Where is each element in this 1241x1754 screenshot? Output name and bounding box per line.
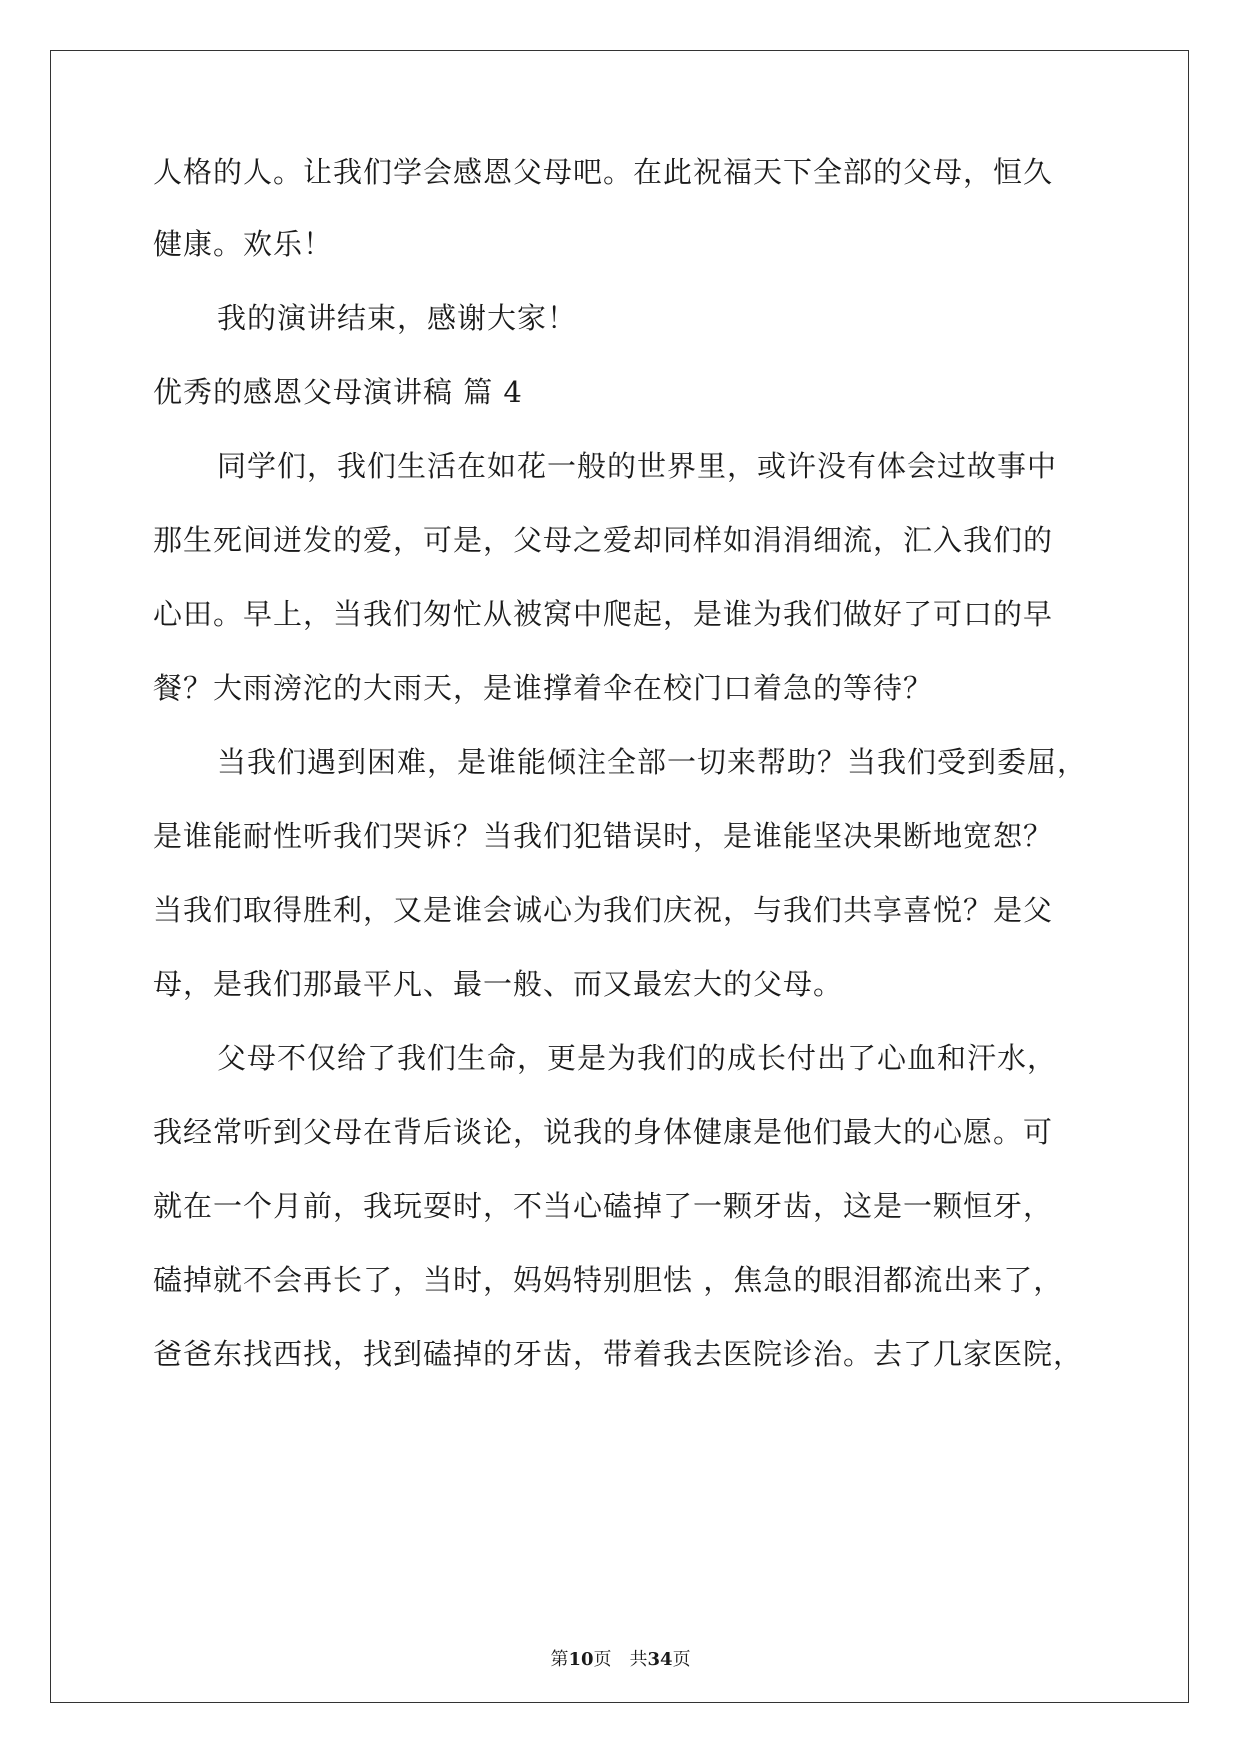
paragraph-line: 当我们取得胜利，又是谁会诚心为我们庆祝，与我们共享喜悦？是父: [153, 893, 1054, 927]
footer-total-prefix: 共: [629, 1649, 648, 1670]
paragraph-line: 餐？大雨滂沱的大雨天，是谁撑着伞在校门口着急的等待？: [153, 671, 934, 705]
footer-total-suffix: 页: [672, 1649, 691, 1670]
total-page-count: 34: [647, 1649, 673, 1670]
paragraph-line: 是谁能耐性听我们哭诉？当我们犯错误时，是谁能坚决果断地宽恕？: [153, 819, 1054, 853]
paragraph-line: 父母不仅给了我们生命，更是为我们的成长付出了心血和汗水，: [217, 1041, 1058, 1075]
paragraph-line: 心田。早上，当我们匆忙从被窝中爬起，是谁为我们做好了可口的早: [153, 597, 1054, 631]
section-heading: 优秀的感恩父母演讲稿 篇 4: [153, 375, 523, 409]
page-footer: [0, 1648, 1241, 1672]
paragraph-line: 磕掉就不会再长了，当时，妈妈特别胆怯 ，焦急的眼泪都流出来了，: [153, 1263, 1064, 1297]
paragraph-line: 当我们遇到困难，是谁能倾注全部一切来帮助？当我们受到委屈，: [217, 745, 1088, 779]
paragraph-line: 就在一个月前，我玩耍时，不当心磕掉了一颗牙齿，这是一颗恒牙，: [153, 1189, 1054, 1223]
paragraph-line: 那生死间迸发的爱，可是，父母之爱却同样如涓涓细流，汇入我们的: [153, 523, 1054, 557]
paragraph-line: 母，是我们那最平凡、最一般、而又最宏大的父母。: [153, 967, 844, 1001]
current-page-number: 10: [568, 1649, 594, 1670]
footer-prefix: 第: [550, 1649, 569, 1670]
paragraph-line: 我的演讲结束，感谢大家！: [217, 301, 578, 335]
paragraph-line: 健康。欢乐！: [153, 227, 334, 261]
paragraph-line: 人格的人。让我们学会感恩父母吧。在此祝福天下全部的父母，恒久: [153, 155, 1054, 189]
paragraph-line: 我经常听到父母在背后谈论，说我的身体健康是他们最大的心愿。可: [153, 1115, 1054, 1149]
paragraph-line: 同学们，我们生活在如花一般的世界里，或许没有体会过故事中: [217, 449, 1058, 483]
footer-page-suffix: 页: [593, 1649, 612, 1670]
paragraph-line: 爸爸东找西找，找到磕掉的牙齿，带着我去医院诊治。去了几家医院，: [153, 1337, 1084, 1371]
